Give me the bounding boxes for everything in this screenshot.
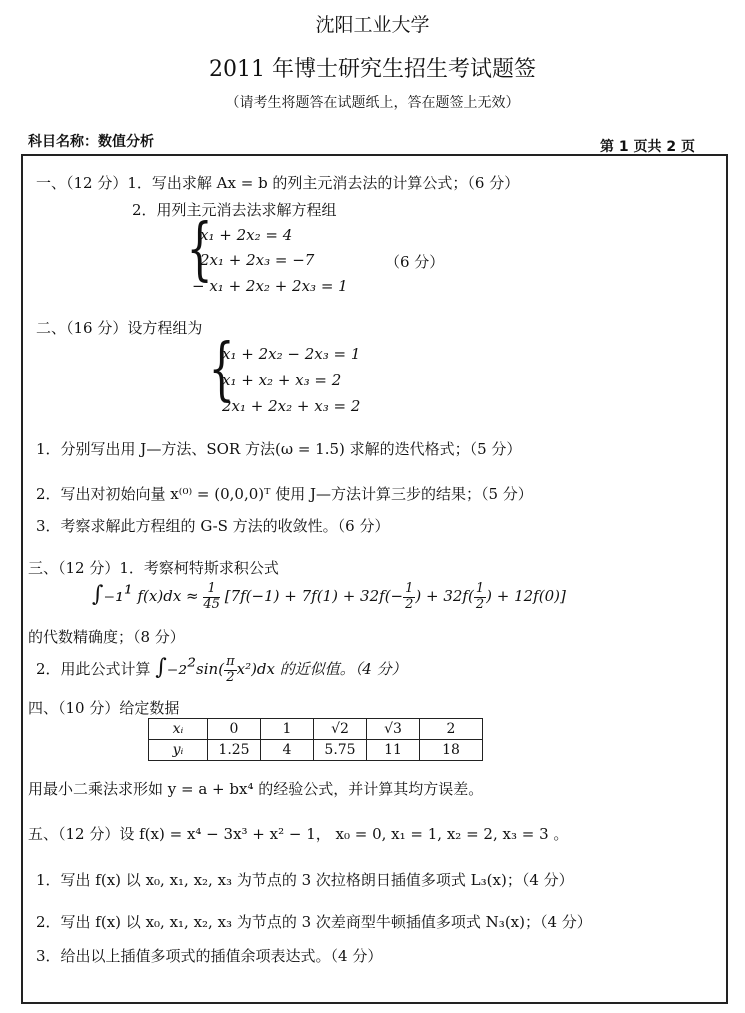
table-cell: 5.75 <box>314 740 367 761</box>
table-cell: 1 <box>261 719 314 740</box>
table-cell: 18 <box>420 740 483 761</box>
q1-score: （6 分） <box>385 253 445 271</box>
q3-item2-after: x²)dx 的近似值。（4 分） <box>236 660 407 678</box>
q3-intro: 三、（12 分）1．考察柯特斯求积公式 <box>28 559 279 577</box>
table-header-x: xᵢ <box>149 719 208 740</box>
q2-eq2: x₁ + x₂ + x₃ = 2 <box>222 371 342 389</box>
q1-part1: 一、（12 分）1．写出求解 Ax = b 的列主元消去法的计算公式；（6 分） <box>36 174 520 192</box>
page-number: 第 1 页共 2 页 <box>600 139 695 155</box>
q3-frac-pi-2: $\frac{\pi}{2}$ <box>226 654 235 685</box>
data-table <box>148 718 483 761</box>
q2-eq1: x₁ + 2x₂ − 2x₃ = 1 <box>222 345 361 363</box>
table-cell: 1.25 <box>208 740 261 761</box>
q3-item2 <box>36 655 407 685</box>
table-cell: 2 <box>420 719 483 740</box>
university-name: 沈阳工业大学 <box>315 14 430 36</box>
subject-name: 科目名称：数值分析 <box>28 134 154 150</box>
q3-frac-half-a: $\frac{1}{2}$ <box>405 581 414 612</box>
q3-item2-integral: ∫₋₂² <box>155 655 197 680</box>
q3-item2-sin: sin( <box>196 660 225 678</box>
q1-eq2: 2x₁ + 2x₃ = −7 <box>200 251 315 269</box>
table-cell: √3 <box>367 719 420 740</box>
table-header-y: yᵢ <box>149 740 208 761</box>
q3-formula-left: f(x)dx ≈ <box>137 587 199 605</box>
q2-item1: 1．分别写出用 J—方法、SOR 方法(ω = 1.5) 求解的迭代格式；（5 分） <box>36 440 522 458</box>
table-cell: 4 <box>261 740 314 761</box>
table-cell: 0 <box>208 719 261 740</box>
exam-note: （请考生将题答在试题纸上，答在题签上无效） <box>225 95 520 111</box>
q3-frac-1-45: $\frac{1}{45}$ <box>203 581 220 612</box>
q3-integral-sign: ∫₋₁¹ <box>92 582 133 607</box>
q3-formula <box>92 582 566 612</box>
q1-part2: 2．用列主元消去法求解方程组 <box>132 201 337 219</box>
q3-formula-mid: ) + 32f( <box>415 587 474 605</box>
q2-eq3: 2x₁ + 2x₂ + x₃ = 2 <box>222 397 361 415</box>
q1-eq1: x₁ + 2x₂ = 4 <box>200 226 293 244</box>
q1-eq3: − x₁ + 2x₂ + 2x₃ = 1 <box>192 277 348 295</box>
q1-brace: { <box>186 210 213 289</box>
q5-item1: 1．写出 f(x) 以 x₀, x₁, x₂, x₃ 为节点的 3 次拉格朗日插值多项式 L₃(x)；（4 分） <box>36 871 574 889</box>
q5-intro: 五、（12 分）设 f(x) = x⁴ − 3x³ + x² − 1， x₀ = 0, x₁ = 1, x₂ = 2, x₃ = 3 。 <box>28 825 569 843</box>
q3-accuracy: 的代数精确度；（8 分） <box>28 628 185 646</box>
q2-brace: { <box>208 330 235 409</box>
q3-frac-half-b: $\frac{1}{2}$ <box>475 581 485 612</box>
table-cell: √2 <box>314 719 367 740</box>
table-row-x <box>149 719 483 740</box>
q3-formula-body: [7f(−1) + 7f(1) + 32f(− <box>224 587 404 605</box>
table-row-y <box>149 740 483 761</box>
q3-item2-pre: 2．用此公式计算 <box>36 660 151 678</box>
q5-item2: 2．写出 f(x) 以 x₀, x₁, x₂, x₃ 为节点的 3 次差商型牛顿插值多项式 N₃(x)；（4 分） <box>36 913 592 931</box>
q4-text: 用最小二乘法求形如 y = a + bx⁴ 的经验公式，并计算其均方误差。 <box>28 780 484 798</box>
q2-item2: 2．写出对初始向量 x⁽⁰⁾ = (0,0,0)ᵀ 使用 J—方法计算三步的结果；（5 分） <box>36 485 533 503</box>
q3-formula-end: ) + 12f(0)] <box>486 587 566 605</box>
q2-item3: 3．考察求解此方程组的 G-S 方法的收敛性。（6 分） <box>36 517 390 535</box>
q4-intro: 四、（10 分）给定数据 <box>28 699 180 717</box>
exam-title: 2011 年博士研究生招生考试题签 <box>209 57 536 82</box>
table-cell: 11 <box>367 740 420 761</box>
q2-intro: 二、（16 分）设方程组为 <box>36 319 203 337</box>
q5-item3: 3．给出以上插值多项式的插值余项表达式。（4 分） <box>36 947 383 965</box>
